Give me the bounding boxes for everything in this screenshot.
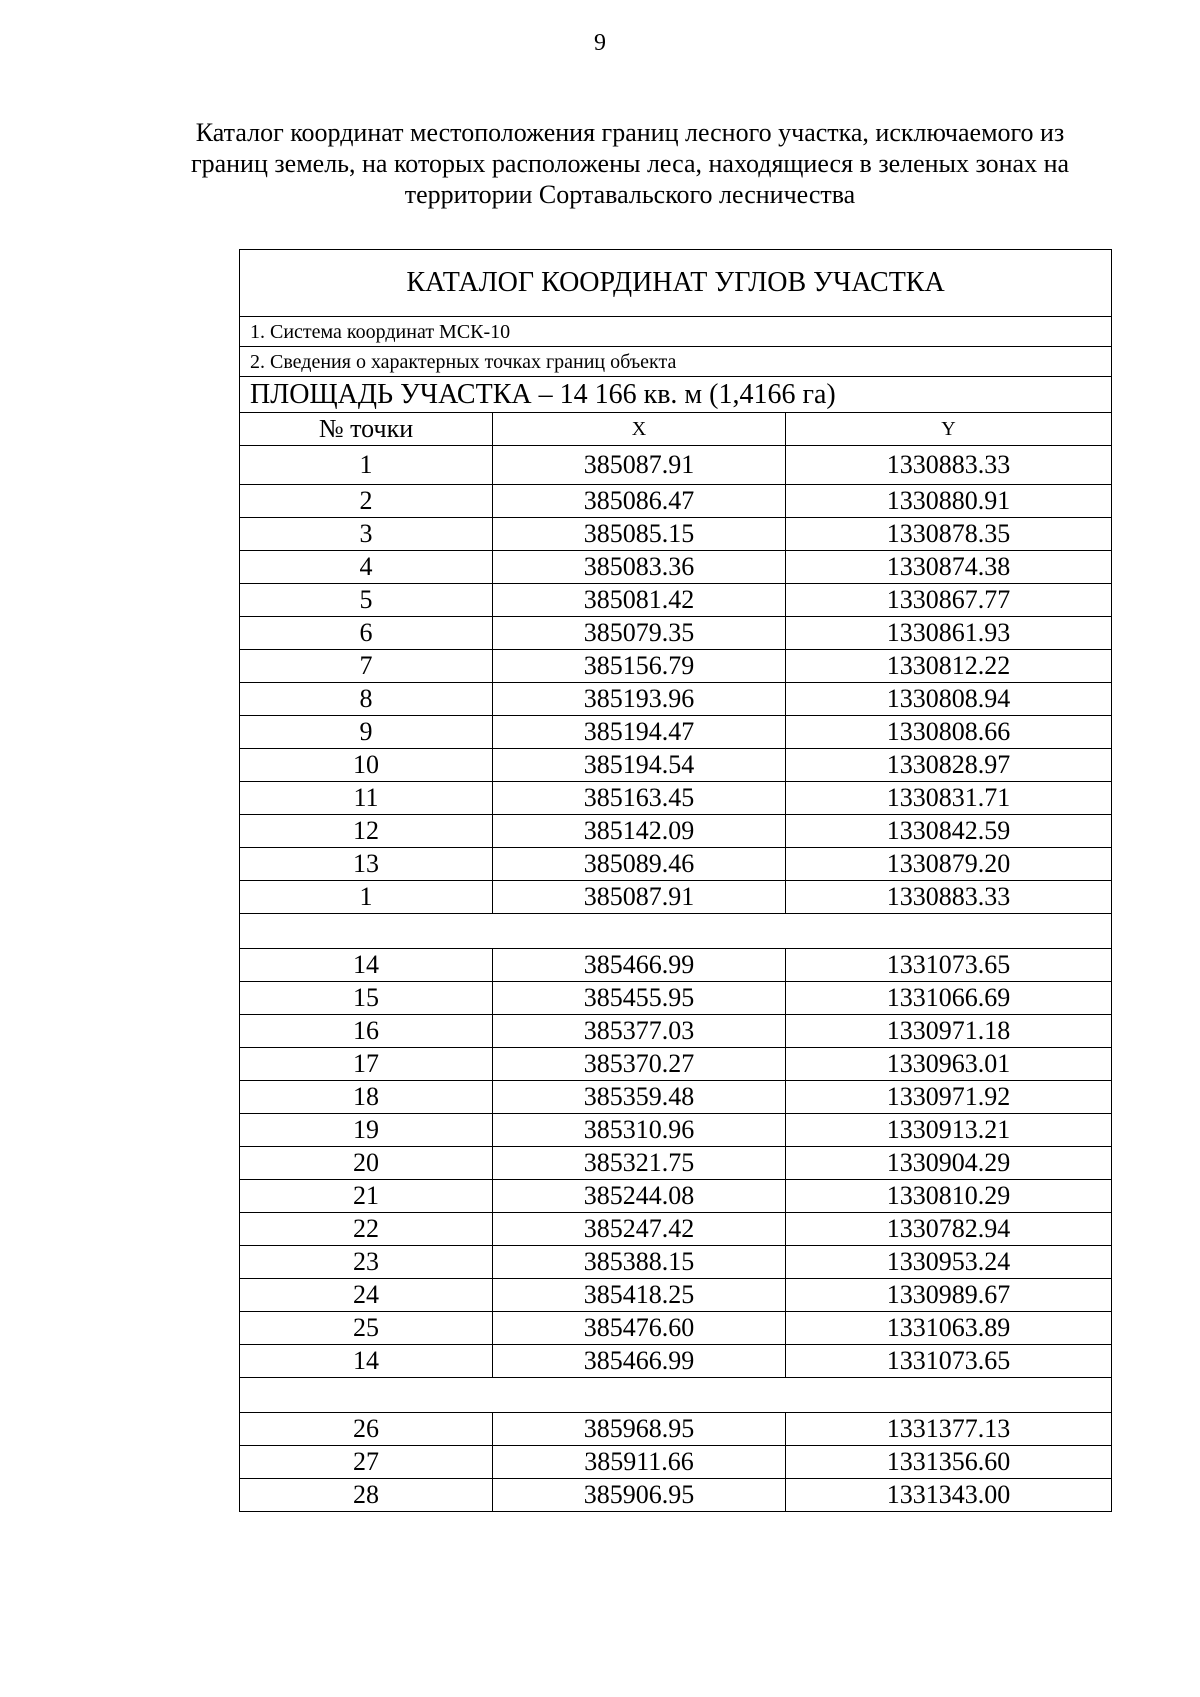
table-row [240, 485, 1112, 518]
table-row [240, 1048, 1112, 1081]
table-row [240, 749, 1112, 782]
x-coordinate-cell: 385142.09 [493, 815, 786, 848]
y-coordinate-cell: 1331073.65 [786, 1345, 1112, 1378]
y-coordinate-cell: 1330971.92 [786, 1081, 1112, 1114]
point-number-cell: 5 [240, 584, 493, 617]
x-coordinate-cell: 385247.42 [493, 1213, 786, 1246]
x-coordinate-cell: 385388.15 [493, 1246, 786, 1279]
column-header-row [240, 413, 1112, 446]
column-header-x: X [493, 413, 786, 446]
y-coordinate-cell: 1330861.93 [786, 617, 1112, 650]
table-row [240, 1114, 1112, 1147]
table-row [240, 1345, 1112, 1378]
coordinates-catalog-table [239, 249, 1112, 1512]
points-info-row [240, 347, 1112, 377]
point-number-cell: 19 [240, 1114, 493, 1147]
table-row [240, 848, 1112, 881]
group-separator [240, 1378, 1112, 1413]
table-row [240, 1312, 1112, 1345]
x-coordinate-cell: 385083.36 [493, 551, 786, 584]
y-coordinate-cell: 1330831.71 [786, 782, 1112, 815]
point-number-cell: 23 [240, 1246, 493, 1279]
y-coordinate-cell: 1331343.00 [786, 1479, 1112, 1512]
point-number-cell: 25 [240, 1312, 493, 1345]
title-line: границ земель, на которых расположены леса, находящиеся в зеленых зонах на [190, 149, 1070, 178]
y-coordinate-cell: 1330878.35 [786, 518, 1112, 551]
coordinate-system: 1. Система координат МСК-10 [240, 317, 1112, 347]
y-coordinate-cell: 1330883.33 [786, 881, 1112, 914]
table-row [240, 881, 1112, 914]
y-coordinate-cell: 1330953.24 [786, 1246, 1112, 1279]
title-line: Каталог координат местоположения границ лесного участка, исключаемого из [195, 118, 1065, 147]
catalog-heading-row [240, 250, 1112, 317]
x-coordinate-cell: 385310.96 [493, 1114, 786, 1147]
points-info: 2. Сведения о характерных точках границ объекта [240, 347, 1112, 377]
point-number-cell: 24 [240, 1279, 493, 1312]
catalog-heading: КАТАЛОГ КООРДИНАТ УГЛОВ УЧАСТКА [240, 250, 1112, 317]
point-number-cell: 8 [240, 683, 493, 716]
y-coordinate-cell: 1331063.89 [786, 1312, 1112, 1345]
x-coordinate-cell: 385193.96 [493, 683, 786, 716]
y-coordinate-cell: 1331356.60 [786, 1446, 1112, 1479]
point-number-cell: 18 [240, 1081, 493, 1114]
table-row [240, 1147, 1112, 1180]
x-coordinate-cell: 385085.15 [493, 518, 786, 551]
table-row [240, 815, 1112, 848]
point-number-cell: 11 [240, 782, 493, 815]
table-row [240, 551, 1112, 584]
x-coordinate-cell: 385476.60 [493, 1312, 786, 1345]
point-number-cell: 9 [240, 716, 493, 749]
y-coordinate-cell: 1331066.69 [786, 982, 1112, 1015]
table-row [240, 1213, 1112, 1246]
column-header-point: № точки [240, 413, 493, 446]
x-coordinate-cell: 385086.47 [493, 485, 786, 518]
table-row [240, 716, 1112, 749]
document-title [150, 117, 1110, 210]
table-row [240, 1413, 1112, 1446]
point-number-cell: 22 [240, 1213, 493, 1246]
point-number-cell: 3 [240, 518, 493, 551]
x-coordinate-cell: 385081.42 [493, 584, 786, 617]
group-separator [240, 914, 1112, 949]
y-coordinate-cell: 1330963.01 [786, 1048, 1112, 1081]
y-coordinate-cell: 1330842.59 [786, 815, 1112, 848]
point-number-cell: 2 [240, 485, 493, 518]
point-number-cell: 15 [240, 982, 493, 1015]
coordinate-system-row [240, 317, 1112, 347]
point-number-cell: 1 [240, 446, 493, 485]
point-number-cell: 12 [240, 815, 493, 848]
point-number-cell: 14 [240, 1345, 493, 1378]
y-coordinate-cell: 1330971.18 [786, 1015, 1112, 1048]
group-separator-row [240, 914, 1112, 949]
point-number-cell: 16 [240, 1015, 493, 1048]
y-coordinate-cell: 1330812.22 [786, 650, 1112, 683]
x-coordinate-cell: 385087.91 [493, 881, 786, 914]
column-header-y: Y [786, 413, 1112, 446]
table-row [240, 982, 1112, 1015]
y-coordinate-cell: 1331377.13 [786, 1413, 1112, 1446]
x-coordinate-cell: 385194.47 [493, 716, 786, 749]
y-coordinate-cell: 1330880.91 [786, 485, 1112, 518]
y-coordinate-cell: 1330867.77 [786, 584, 1112, 617]
x-coordinate-cell: 385359.48 [493, 1081, 786, 1114]
x-coordinate-cell: 385466.99 [493, 1345, 786, 1378]
y-coordinate-cell: 1330913.21 [786, 1114, 1112, 1147]
table-row [240, 1446, 1112, 1479]
y-coordinate-cell: 1330904.29 [786, 1147, 1112, 1180]
x-coordinate-cell: 385244.08 [493, 1180, 786, 1213]
area-value: ПЛОЩАДЬ УЧАСТКА – 14 166 кв. м (1,4166 га) [240, 377, 1112, 413]
point-number-cell: 26 [240, 1413, 493, 1446]
x-coordinate-cell: 385194.54 [493, 749, 786, 782]
point-number-cell: 27 [240, 1446, 493, 1479]
x-coordinate-cell: 385370.27 [493, 1048, 786, 1081]
table-row [240, 617, 1112, 650]
table-row [240, 446, 1112, 485]
y-coordinate-cell: 1330879.20 [786, 848, 1112, 881]
table-row [240, 683, 1112, 716]
x-coordinate-cell: 385455.95 [493, 982, 786, 1015]
point-number-cell: 20 [240, 1147, 493, 1180]
x-coordinate-cell: 385377.03 [493, 1015, 786, 1048]
x-coordinate-cell: 385087.91 [493, 446, 786, 485]
point-number-cell: 28 [240, 1479, 493, 1512]
x-coordinate-cell: 385418.25 [493, 1279, 786, 1312]
point-number-cell: 21 [240, 1180, 493, 1213]
x-coordinate-cell: 385156.79 [493, 650, 786, 683]
x-coordinate-cell: 385906.95 [493, 1479, 786, 1512]
y-coordinate-cell: 1330808.66 [786, 716, 1112, 749]
table-row [240, 518, 1112, 551]
table-row [240, 1246, 1112, 1279]
x-coordinate-cell: 385911.66 [493, 1446, 786, 1479]
table-row [240, 949, 1112, 982]
y-coordinate-cell: 1330883.33 [786, 446, 1112, 485]
y-coordinate-cell: 1330828.97 [786, 749, 1112, 782]
page-number: 9 [594, 30, 606, 56]
table-row [240, 1180, 1112, 1213]
x-coordinate-cell: 385089.46 [493, 848, 786, 881]
area-row [240, 377, 1112, 413]
y-coordinate-cell: 1330782.94 [786, 1213, 1112, 1246]
point-number-cell: 17 [240, 1048, 493, 1081]
point-number-cell: 6 [240, 617, 493, 650]
x-coordinate-cell: 385079.35 [493, 617, 786, 650]
table-row [240, 1015, 1112, 1048]
table-row [240, 1479, 1112, 1512]
y-coordinate-cell: 1331073.65 [786, 949, 1112, 982]
table-row [240, 782, 1112, 815]
y-coordinate-cell: 1330810.29 [786, 1180, 1112, 1213]
group-separator-row [240, 1378, 1112, 1413]
point-number-cell: 10 [240, 749, 493, 782]
title-line: территории Сортавальского лесничества [404, 180, 856, 209]
point-number-cell: 14 [240, 949, 493, 982]
table-row [240, 584, 1112, 617]
x-coordinate-cell: 385968.95 [493, 1413, 786, 1446]
point-number-cell: 1 [240, 881, 493, 914]
y-coordinate-cell: 1330874.38 [786, 551, 1112, 584]
point-number-cell: 7 [240, 650, 493, 683]
table-row [240, 650, 1112, 683]
table-row [240, 1279, 1112, 1312]
y-coordinate-cell: 1330989.67 [786, 1279, 1112, 1312]
x-coordinate-cell: 385321.75 [493, 1147, 786, 1180]
point-number-cell: 13 [240, 848, 493, 881]
point-number-cell: 4 [240, 551, 493, 584]
x-coordinate-cell: 385466.99 [493, 949, 786, 982]
table-row [240, 1081, 1112, 1114]
x-coordinate-cell: 385163.45 [493, 782, 786, 815]
y-coordinate-cell: 1330808.94 [786, 683, 1112, 716]
